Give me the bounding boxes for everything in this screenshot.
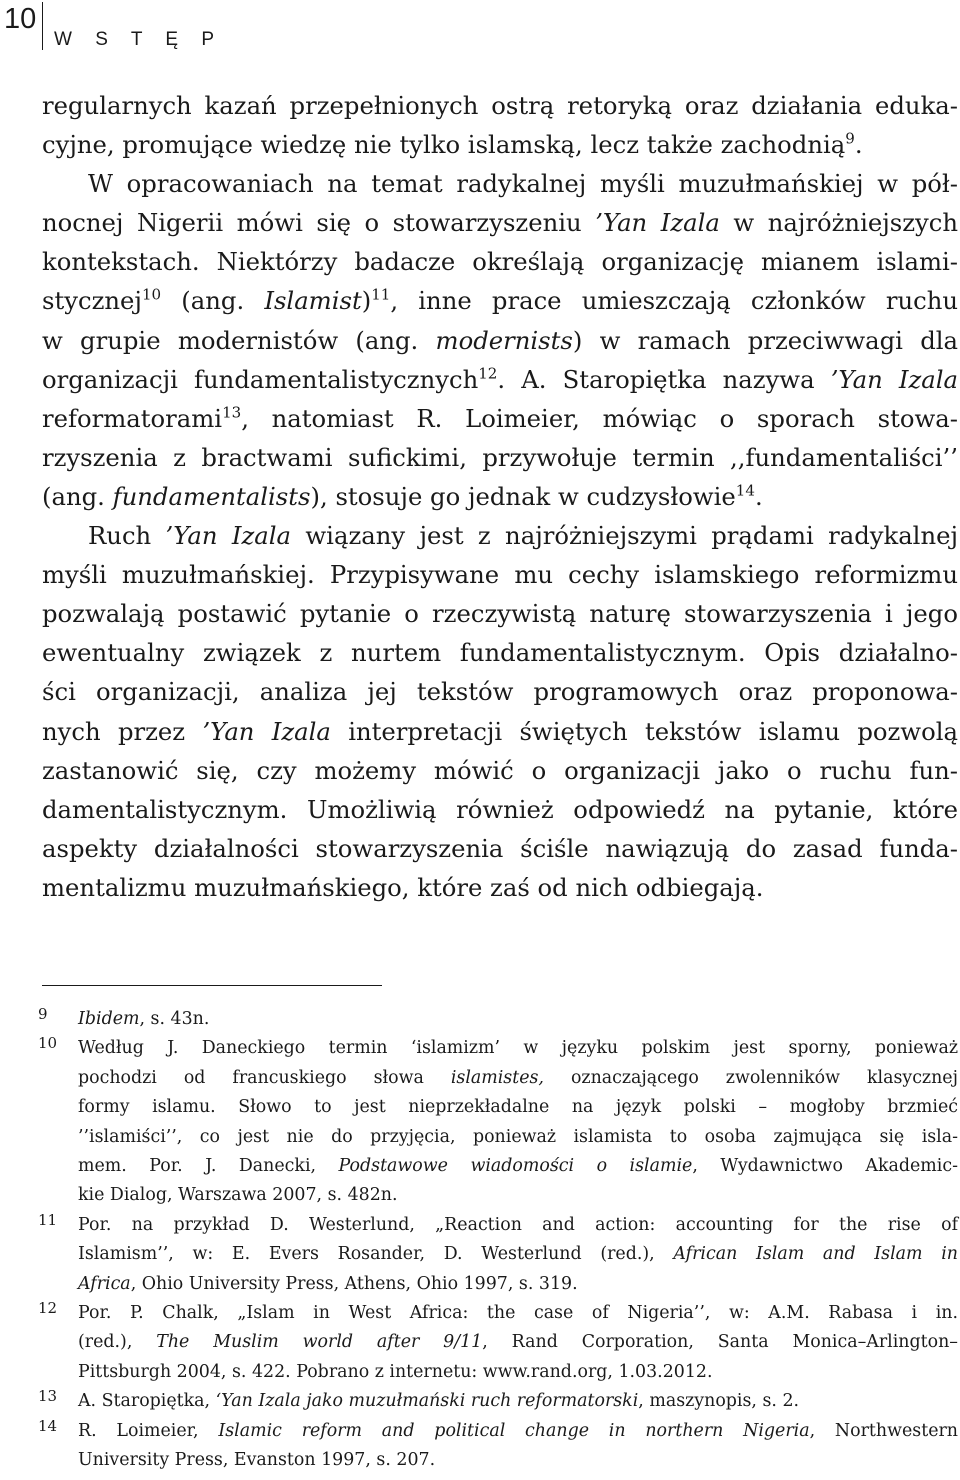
text-run: regularnych kazań przepełnionych ostrą retoryką oraz działania eduka- (42, 91, 958, 120)
text-run: w najróżniejszych (719, 208, 959, 238)
text-run: University Press, Evanston 1997, s. 207. (78, 1450, 436, 1471)
footnote-line (78, 1093, 958, 1122)
body-line (42, 555, 958, 594)
footnote-line (78, 1152, 958, 1181)
text-run: Pittsburgh 2004, s. 422. Pobrano z internetu: www.rand.org, 1.03.2012. (78, 1361, 713, 1382)
footnote-line (78, 1417, 958, 1446)
header-divider (42, 2, 43, 50)
text-run: (ang. (161, 286, 265, 316)
footnote-line (78, 1034, 958, 1063)
body-line (42, 633, 958, 672)
text-run: mem. Por. J. Danecki, (78, 1156, 339, 1177)
text-run: , Rand Corporation, Santa Monica–Arlington– (482, 1332, 958, 1353)
text-run: . A. Staropiętka nazywa (497, 364, 831, 394)
text-run: Według J. Daneckiego termin ‘islamizm’ w języku polskim jest sporny, ponieważ (78, 1038, 958, 1059)
footnote-number: 11 (38, 1210, 58, 1229)
text-run: . (854, 130, 863, 160)
body-line (42, 868, 958, 907)
footnote-9 (0, 1005, 958, 1034)
italic-text: Islamist (264, 286, 362, 316)
text-run: nocnej Nigerii mówi się o stowarzyszeniu (42, 208, 596, 238)
text-run: organizacji fundamentalistycznych (42, 364, 479, 394)
body-line (42, 829, 958, 868)
text-run: pochodzi od francuskiego słowa (78, 1067, 451, 1088)
text-run: reformatorami (42, 403, 223, 433)
body-line (42, 360, 958, 399)
body-line (42, 242, 958, 281)
footnote-number: 9 (38, 1005, 48, 1023)
footnote-number: 10 (38, 1034, 58, 1053)
text-run: ści organizacji, analiza jej tekstów programowych oraz proponowa- (42, 677, 958, 707)
text-run: kontekstach. Niektórzy badacze określają organizację mianem islami- (42, 247, 958, 277)
footnote-number: 12 (38, 1299, 58, 1318)
body-line (42, 790, 958, 829)
text-run: kie Dialog, Warszawa 2007, s. 482n. (78, 1185, 398, 1206)
body-line (42, 712, 958, 751)
footnote-ref: 12 (478, 364, 498, 383)
text-run: rzyszenia z bractwami sufickimi, przywołuje termin ,,fundamentaliści’’ (42, 442, 958, 472)
text-run: damentalistycznym. Umożliwią również odpowiedź na pytanie, które (42, 794, 958, 824)
italic-text: African Islam and Islam in (673, 1244, 958, 1265)
text-run: oznaczającego zwolenników klasycznej (543, 1067, 958, 1088)
body-line (42, 281, 958, 320)
footnote-line (78, 1123, 958, 1152)
page-number: 10 (4, 3, 37, 35)
footnote-line (78, 1181, 958, 1210)
text-run: , inne prace umieszczają członków ruchu (390, 286, 958, 316)
footnote-line (78, 1358, 958, 1387)
text-run: ’’islamiści’’, co jest nie do przyjęcia, ponieważ islamista to osoba zajmująca się isla- (78, 1126, 958, 1147)
section-title: W S T Ę P (54, 29, 223, 50)
text-run: , maszynopis, s. 2. (638, 1391, 800, 1412)
italic-text: ‘Yan Izala jako muzułmański ruch reformatorski (215, 1391, 639, 1412)
footnote-divider (42, 985, 382, 986)
italic-text: Africa (78, 1273, 131, 1294)
text-run: w grupie modernistów (ang. (42, 325, 436, 355)
italic-text: ’Yan Izala (830, 364, 958, 394)
text-run: , Ohio University Press, Athens, Ohio 1997, s. 319. (130, 1273, 578, 1294)
text-run: mentalizmu muzułmańskiego, które zaś od nich odbiegają. (42, 872, 764, 902)
body-line (42, 399, 958, 438)
text-run: Por. P. Chalk, „Islam in West Africa: the case of Nigeria’’, w: A.M. Rabasa i in. (78, 1303, 958, 1324)
text-run: cyjne, promujące wiedzę nie tylko islamską, lecz także zachodnią (42, 130, 846, 160)
text-run: , Wydawnictwo Akademic- (692, 1156, 958, 1177)
body-line (42, 516, 958, 555)
footnote-line (78, 1387, 958, 1416)
footnote-ref: 9 (845, 129, 855, 148)
footnote-line (78, 1446, 958, 1475)
text-run: stycznej (42, 286, 142, 316)
text-run: ewentualny związek z nurtem fundamentalistycznym. Opis działalno- (42, 638, 958, 668)
text-run: A. Staropiętka, (78, 1391, 216, 1412)
italic-text: Podstawowe wiadomości o islamie (338, 1156, 693, 1177)
text-run: interpretacji świętych tekstów islamu pozwolą (330, 716, 958, 746)
italic-text: The Muslim world after 9/11 (156, 1332, 483, 1353)
italic-text: ’Yan Izala (595, 208, 720, 238)
italic-text: Islamic reform and political change in northern Nigeria (218, 1420, 810, 1441)
italic-text: islamistes, (450, 1067, 544, 1088)
text-run: Ruch (88, 521, 166, 551)
text-run: ), stosuje go jednak w cudzysłowie (310, 481, 736, 511)
text-run: (red.), (78, 1332, 157, 1353)
body-text (42, 86, 958, 907)
text-run: . (754, 481, 763, 511)
text-run: W opracowaniach na temat radykalnej myśli muzułmańskiej w pół- (88, 169, 958, 199)
body-line (42, 321, 958, 360)
footnote-line (78, 1005, 958, 1034)
text-run: ) w ramach przeciwwagi dla (572, 325, 958, 355)
italic-text: ’Yan Izala (165, 521, 292, 551)
text-run: , natomiast R. Loimeier, mówiąc o sporach stowa- (241, 403, 958, 433)
text-run: wiązany jest z najróżniejszymi prądami radykalnej (291, 521, 959, 551)
footnote-ref: 13 (222, 403, 242, 422)
body-line (42, 672, 958, 711)
footnote-number: 13 (38, 1387, 58, 1406)
footnote-ref: 11 (371, 286, 391, 305)
footnote-line (78, 1064, 958, 1093)
footnote-line (78, 1328, 958, 1357)
footnote-line (78, 1211, 958, 1240)
body-line (42, 477, 958, 516)
text-run: formy islamu. Słowo to jest nieprzekładalne na język polski – mogłoby brzmieć (78, 1097, 958, 1118)
body-line (42, 125, 958, 164)
footnote-ref: 10 (141, 286, 162, 305)
footnote-12 (0, 1299, 958, 1387)
text-run: , Northwestern (809, 1420, 959, 1441)
footnote-number: 14 (38, 1416, 58, 1435)
footnote-13 (0, 1387, 958, 1416)
body-line (42, 438, 958, 477)
text-run: aspekty działalności stowarzyszenia ściśle nawiązują do zasad funda- (42, 833, 958, 863)
body-line (42, 164, 958, 203)
footnote-line (78, 1240, 958, 1269)
text-run: zastanowić się, czy możemy mówić o organizacji jako o ruchu fun- (42, 755, 958, 785)
body-line (42, 203, 958, 242)
body-line (42, 86, 958, 125)
text-run: ) (361, 286, 372, 316)
text-run: Islamism’’, w: E. Evers Rosander, D. Westerlund (red.), (78, 1244, 674, 1265)
body-line (42, 594, 958, 633)
footnote-ref: 14 (735, 481, 755, 500)
text-run: nych przez (42, 716, 203, 746)
footnote-10 (0, 1034, 958, 1210)
italic-text: ’Yan Izala (202, 716, 331, 746)
body-line (42, 751, 958, 790)
text-run: myśli muzułmańskiej. Przypisywane mu cechy islamskiego reformizmu (42, 560, 958, 590)
italic-text: fundamentalists (112, 481, 311, 511)
footnote-11 (0, 1211, 958, 1299)
text-run: (ang. (42, 481, 113, 511)
footnotes (0, 1005, 958, 1476)
italic-text: modernists (435, 325, 573, 355)
footnote-line (78, 1299, 958, 1328)
text-run: pozwalają postawić pytanie o rzeczywistą naturę stowarzyszenia i jego (42, 599, 958, 629)
text-run: Por. na przykład D. Westerlund, „Reaction and action: accounting for the rise of (78, 1214, 958, 1235)
italic-text: Ibidem (78, 1009, 140, 1029)
footnote-14 (0, 1417, 958, 1476)
footnote-line (78, 1270, 958, 1299)
text-run: R. Loimeier, (78, 1420, 219, 1441)
text-run: , s. 43n. (139, 1009, 210, 1029)
